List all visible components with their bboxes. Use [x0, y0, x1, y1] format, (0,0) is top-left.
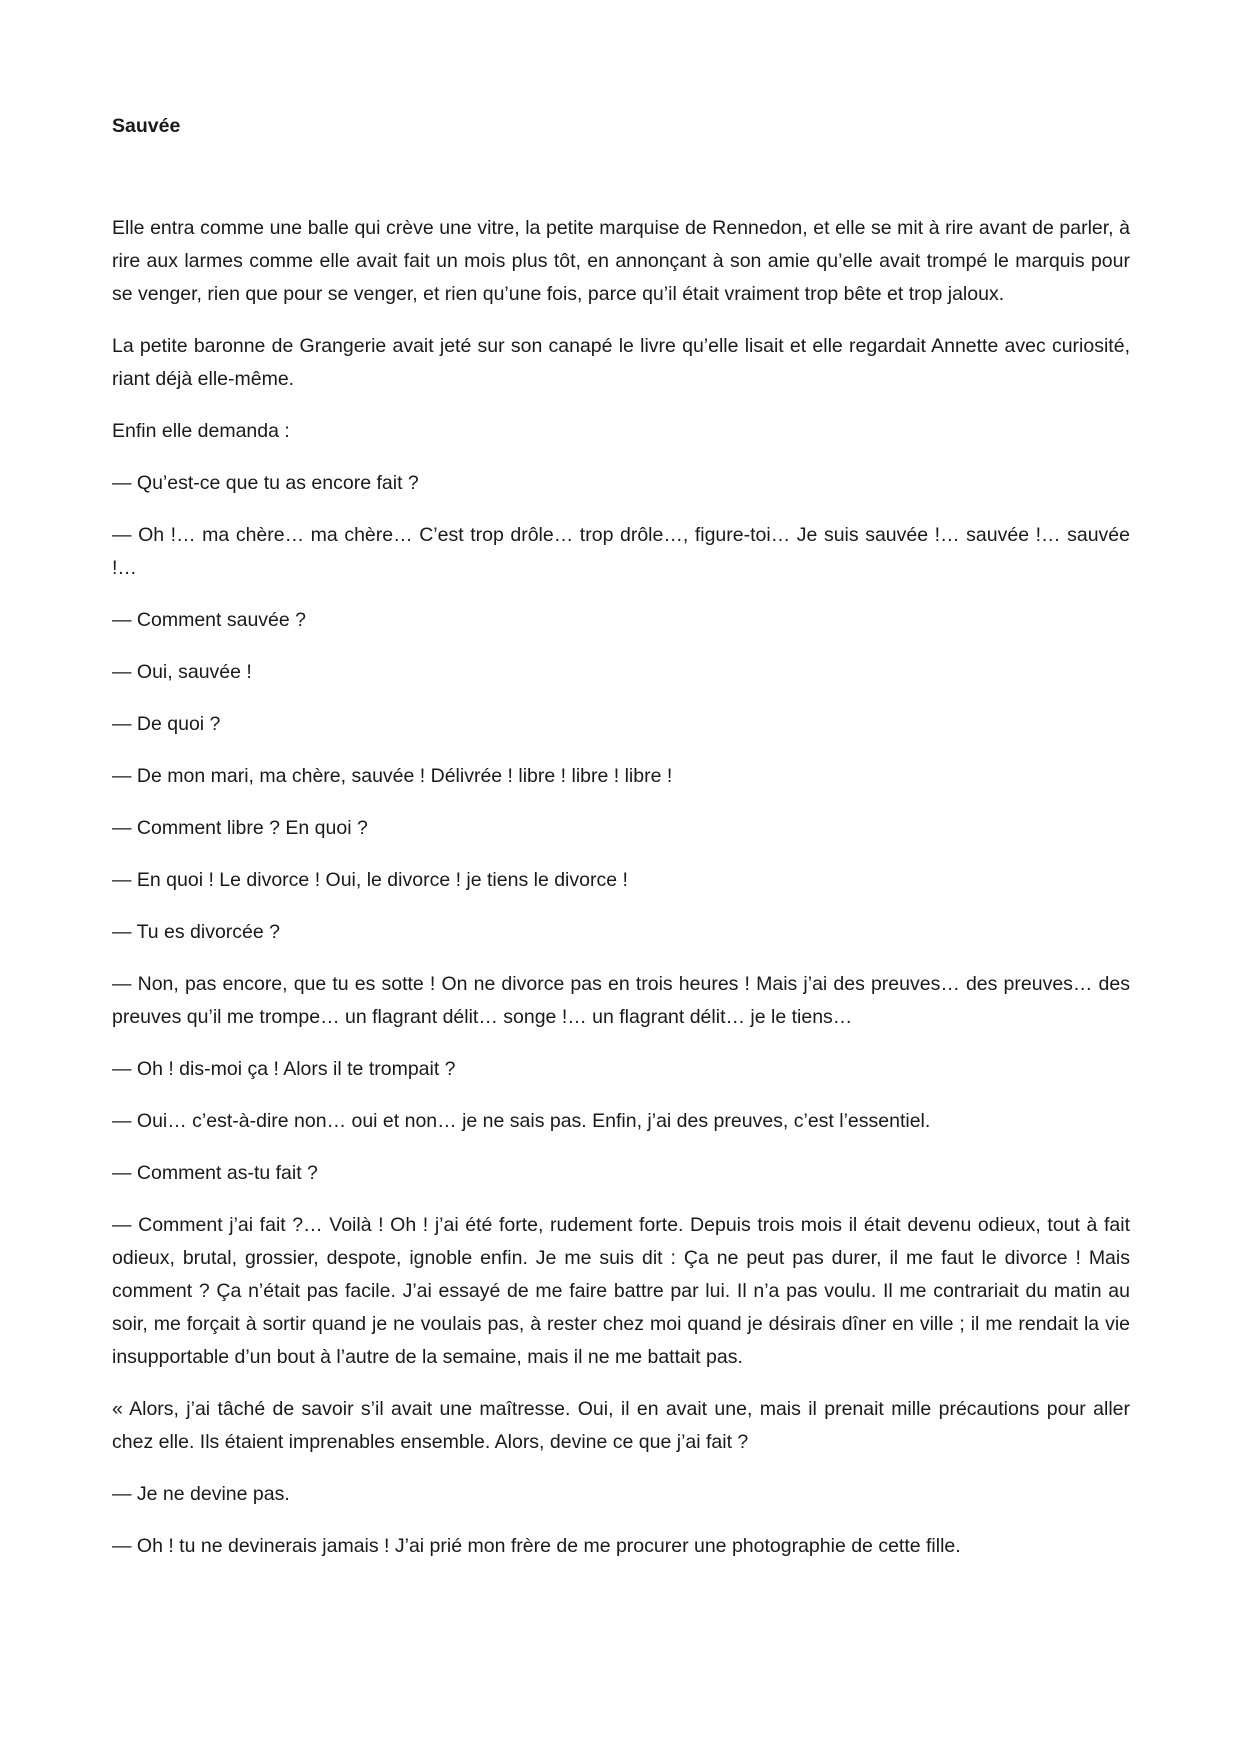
dialogue-line: — En quoi ! Le divorce ! Oui, le divorce ! je tiens le divorce !	[112, 869, 628, 891]
dialogue-line: — Oh !… ma chère… ma chère… C’est trop drôle… trop drôle…, figure-toi… Je suis sauvée !… sauvée !… sauvée !…	[112, 524, 1130, 579]
dialogue-line: — Comment j’ai fait ?… Voilà ! Oh ! j’ai été forte, rudement forte. Depuis trois mois il était devenu odieux, tout à fait odieux, brutal, grossier, despote, ignoble enfin. Je me suis dit : Ça ne peut pas durer, il me faut le divorce ! Mais comment ? Ça n’était pas facile. J’ai essayé de me faire battre par lui. Il n’a pas voulu. Il me contrariait du matin au soir, me forçait à sortir quand je ne voulais pas, à rester chez moi quand je désirais dîner en ville ; il me rendait la vie insupportable d’un bout à l’autre de la semaine, mais il ne me battait pas.	[112, 1214, 1130, 1368]
dialogue-line: — De quoi ?	[112, 713, 221, 735]
dialogue-line: — Tu es divorcée ?	[112, 921, 280, 943]
paragraph: Enfin elle demanda :	[112, 420, 290, 442]
dialogue-line: — Oui… c’est-à-dire non… oui et non… je ne sais pas. Enfin, j’ai des preuves, c’est l’essentiel.	[112, 1110, 931, 1132]
dialogue-line: — Oh ! tu ne devinerais jamais ! J’ai prié mon frère de me procurer une photographie de cette fille.	[112, 1535, 961, 1557]
paragraph: La petite baronne de Grangerie avait jeté sur son canapé le livre qu’elle lisait et elle regardait Annette avec curiosité, riant déjà elle-même.	[112, 335, 1130, 390]
dialogue-line: — Je ne devine pas.	[112, 1483, 290, 1505]
document-body	[112, 212, 1130, 1582]
dialogue-line: — Oh ! dis-moi ça ! Alors il te trompait ?	[112, 1058, 456, 1080]
dialogue-line: — De mon mari, ma chère, sauvée ! Délivrée ! libre ! libre ! libre !	[112, 765, 673, 787]
dialogue-line: — Comment sauvée ?	[112, 609, 307, 631]
dialogue-line: — Qu’est-ce que tu as encore fait ?	[112, 472, 419, 494]
paragraph: « Alors, j’ai tâché de savoir s’il avait une maîtresse. Oui, il en avait une, mais il prenait mille précautions pour aller chez elle. Ils étaient imprenables ensemble. Alors, devine ce que j’ai fait ?	[112, 1398, 1130, 1453]
dialogue-line: — Oui, sauvée !	[112, 661, 252, 683]
dialogue-line: — Comment libre ? En quoi ?	[112, 817, 368, 839]
document-title: Sauvée	[112, 115, 181, 137]
dialogue-line: — Comment as-tu fait ?	[112, 1162, 318, 1184]
dialogue-line: — Non, pas encore, que tu es sotte ! On ne divorce pas en trois heures ! Mais j’ai des preuves… des preuves… des preuves qu’il me trompe… un flagrant délit… songe !… un flagrant délit… je le tiens…	[112, 973, 1130, 1028]
paragraph: Elle entra comme une balle qui crève une vitre, la petite marquise de Rennedon, et elle se mit à rire avant de parler, à rire aux larmes comme elle avait fait un mois plus tôt, en annonçant à son amie qu’elle avait trompé le marquis pour se venger, rien que pour se venger, et rien qu’une fois, parce qu’il était vraiment trop bête et trop jaloux.	[112, 217, 1130, 305]
